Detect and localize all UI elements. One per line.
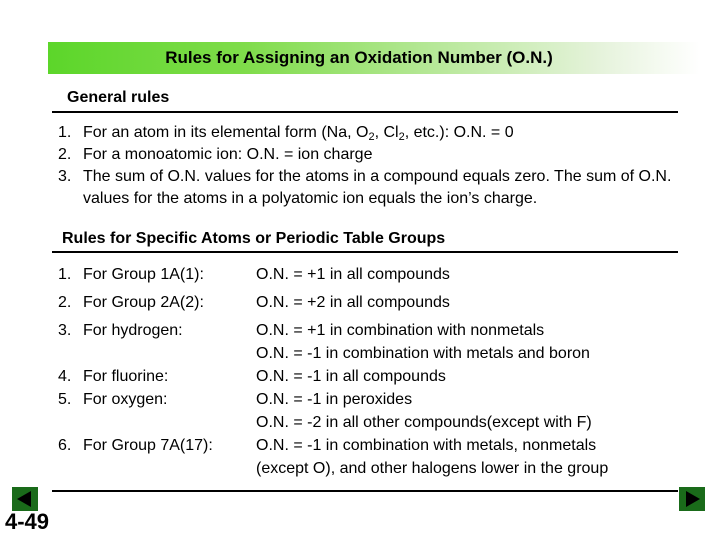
row-label: For oxygen: bbox=[83, 391, 168, 408]
item-text: The sum of O.N. values for the atoms in a compound equals zero. The sum of O.N. values for the atoms in a polyatomic ion equals the ion’s charge. bbox=[83, 168, 672, 207]
table-row bbox=[58, 411, 698, 434]
item-number: 1. bbox=[58, 124, 72, 141]
table-row bbox=[58, 319, 698, 342]
row-label: For Group 1A(1): bbox=[83, 266, 204, 283]
table-row bbox=[58, 457, 698, 480]
list-item bbox=[58, 122, 698, 144]
row-number: 4. bbox=[58, 368, 72, 385]
row-number: 1. bbox=[58, 266, 72, 283]
list-item bbox=[58, 166, 698, 210]
row-value: O.N. = +2 in all compounds bbox=[256, 294, 450, 311]
slide-number: 4-49 bbox=[5, 509, 50, 534]
specific-rules-divider bbox=[52, 251, 678, 253]
row-label: For hydrogen: bbox=[83, 322, 183, 339]
row-label: For Group 2A(2): bbox=[83, 294, 204, 311]
row-value: O.N. = +1 in combination with nonmetals bbox=[256, 322, 545, 339]
bottom-divider bbox=[52, 490, 678, 492]
row-number: 3. bbox=[58, 322, 72, 339]
row-value: O.N. = +1 in all compounds bbox=[256, 266, 450, 283]
item-text: For a monoatomic ion: O.N. = ion charge bbox=[83, 146, 373, 163]
row-value: O.N. = -1 in all compounds bbox=[256, 368, 446, 385]
specific-rules-table bbox=[58, 263, 698, 480]
table-row bbox=[58, 291, 698, 314]
slide-title: Rules for Assigning an Oxidation Number (O.N.) bbox=[165, 48, 553, 67]
row-number: 5. bbox=[58, 391, 72, 408]
table-row bbox=[58, 365, 698, 388]
row-value: O.N. = -1 in peroxides bbox=[256, 391, 413, 408]
table-row bbox=[58, 263, 698, 286]
list-item bbox=[58, 144, 698, 166]
title-bar bbox=[48, 42, 700, 74]
item-number: 3. bbox=[58, 168, 72, 185]
row-number: 6. bbox=[58, 437, 72, 454]
row-label: For fluorine: bbox=[83, 368, 169, 385]
item-number: 2. bbox=[58, 146, 72, 163]
table-row bbox=[58, 388, 698, 411]
general-rules-list bbox=[58, 122, 698, 210]
specific-rules-heading: Rules for Specific Atoms or Periodic Table Groups bbox=[62, 230, 446, 247]
row-label: For Group 7A(17): bbox=[83, 437, 213, 454]
table-row bbox=[58, 434, 698, 457]
prev-slide-button[interactable] bbox=[12, 487, 38, 511]
next-slide-button[interactable] bbox=[679, 487, 705, 511]
general-rules-heading: General rules bbox=[67, 89, 170, 106]
row-number: 2. bbox=[58, 294, 72, 311]
table-row bbox=[58, 342, 698, 365]
general-rules-divider bbox=[52, 111, 678, 113]
row-value: O.N. = -1 in combination with metals, nonmetals bbox=[256, 437, 597, 454]
row-value: (except O), and other halogens lower in the group bbox=[256, 460, 609, 477]
row-value: O.N. = -2 in all other compounds(except with F) bbox=[256, 414, 592, 431]
item-text: For an atom in its elemental form (Na, $O_2$, $Cl_2$, etc.): O.N. = 0 bbox=[83, 124, 514, 143]
row-value: O.N. = -1 in combination with metals and boron bbox=[256, 345, 590, 362]
